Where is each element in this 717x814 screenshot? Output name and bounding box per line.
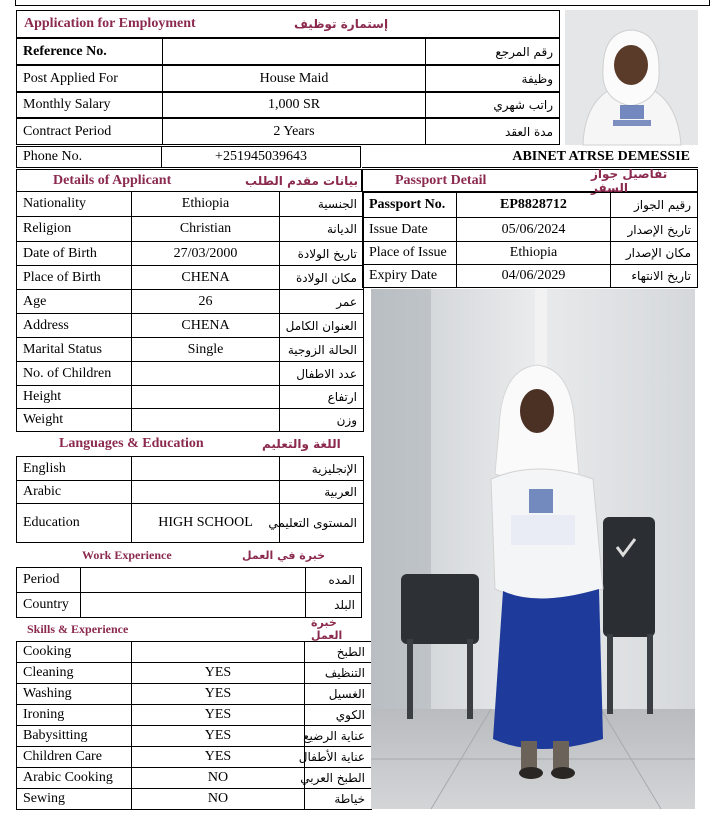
languages-header bbox=[16, 431, 362, 456]
full-body-photo bbox=[371, 289, 695, 809]
details-row-label: No. of Children bbox=[16, 361, 132, 386]
details-row-label: Religion bbox=[16, 216, 132, 242]
languages-row-value: HIGH SCHOOL bbox=[131, 503, 280, 543]
languages-row-label-ar: المستوى التعليمي bbox=[279, 503, 364, 543]
passport-row-label: Passport No. bbox=[362, 192, 457, 218]
details-title-ar: بيانات مقدم الطلب bbox=[245, 173, 359, 188]
skills-title: Skills & Experience bbox=[27, 621, 129, 636]
passport-row-label-ar: تاريخ الانتهاء bbox=[610, 264, 698, 288]
passport-row-label-ar: رقيم الجواز bbox=[610, 192, 698, 218]
skills-row-label-ar: عناية الرضيع bbox=[304, 725, 372, 747]
languages-row-label: Education bbox=[16, 503, 132, 543]
skills-row-label: Babysitting bbox=[16, 725, 132, 747]
details-row-label-ar: وزن bbox=[279, 408, 364, 432]
languages-title: Languages & Education bbox=[59, 435, 204, 451]
details-row-value: Single bbox=[131, 337, 280, 362]
passport-row-label: Expiry Date bbox=[362, 264, 457, 288]
details-row-label: Place of Birth bbox=[16, 265, 132, 290]
headshot-photo bbox=[565, 10, 698, 145]
row-value bbox=[162, 38, 426, 65]
skills-row-label-ar: عناية الأطفال bbox=[304, 746, 372, 768]
languages-row-label-ar: الإنجليزية bbox=[279, 456, 364, 481]
row-label-ar: راتب شهري bbox=[425, 92, 560, 118]
row-label: Contract Period bbox=[16, 118, 163, 145]
skills-row-value: YES bbox=[131, 683, 305, 705]
applicant-name: ABINET ATRSE DEMESSIE bbox=[362, 146, 698, 168]
details-row-label-ar: ارتفاع bbox=[279, 385, 364, 409]
details-row-value bbox=[131, 385, 280, 409]
details-row-label-ar: عدد الاطفال bbox=[279, 361, 364, 386]
form-title-ar: إستمارة توظيف bbox=[294, 17, 389, 31]
details-row-value: CHENA bbox=[131, 265, 280, 290]
details-row-label-ar: مكان الولادة bbox=[279, 265, 364, 290]
phone-label: Phone No. bbox=[16, 146, 162, 168]
skills-title-ar: خبرة العمل bbox=[311, 616, 343, 642]
skills-row-label: Children Care bbox=[16, 746, 132, 768]
details-row-value: Ethiopia bbox=[131, 191, 280, 217]
row-label-ar: مدة العقد bbox=[425, 118, 560, 145]
skills-row-value bbox=[131, 641, 305, 663]
details-row-label: Address bbox=[16, 313, 132, 338]
skills-row-label: Sewing bbox=[16, 788, 132, 810]
languages-row-label: English bbox=[16, 456, 132, 481]
details-row-label: Age bbox=[16, 289, 132, 314]
row-label-ar: رقم المرجع bbox=[425, 38, 560, 65]
languages-row-value bbox=[131, 456, 280, 481]
passport-header bbox=[362, 166, 698, 195]
skills-row-label-ar: خياطة bbox=[304, 788, 372, 810]
details-row-label: Date of Birth bbox=[16, 241, 132, 266]
skills-row-value: NO bbox=[131, 788, 305, 810]
languages-row-label-ar: العربية bbox=[279, 480, 364, 504]
passport-row-value: EP8828712 bbox=[456, 192, 611, 218]
work-row-value bbox=[80, 592, 306, 618]
form-header bbox=[16, 10, 560, 38]
skills-row-label: Arabic Cooking bbox=[16, 767, 132, 789]
skills-row-label-ar: الكوي bbox=[304, 704, 372, 726]
details-row-label-ar: عمر bbox=[279, 289, 364, 314]
skills-row-label-ar: الطبخ العربي bbox=[304, 767, 372, 789]
work-row-label-ar: البلد bbox=[305, 592, 362, 618]
work-row-label: Country bbox=[16, 592, 81, 618]
details-header bbox=[16, 169, 362, 192]
form-title: Application for Employment bbox=[24, 16, 196, 31]
skills-row-label-ar: الطبخ bbox=[304, 641, 372, 663]
skills-row-label: Cleaning bbox=[16, 662, 132, 684]
details-row-value: CHENA bbox=[131, 313, 280, 338]
row-label-ar: وظيفة bbox=[425, 65, 560, 92]
details-row-label-ar: الديانة bbox=[279, 216, 364, 242]
row-value: House Maid bbox=[162, 65, 426, 92]
phone-value: +251945039643 bbox=[161, 146, 361, 168]
skills-header bbox=[16, 618, 362, 640]
skills-row-label: Cooking bbox=[16, 641, 132, 663]
languages-row-label: Arabic bbox=[16, 480, 132, 504]
passport-row-label-ar: مكان الإصدار bbox=[610, 241, 698, 265]
skills-row-label-ar: التنظيف bbox=[304, 662, 372, 684]
passport-row-label: Place of Issue bbox=[362, 241, 457, 265]
work-title-ar: خبرة في العمل bbox=[242, 548, 326, 562]
work-title: Work Experience bbox=[82, 547, 172, 562]
skills-row-label: Washing bbox=[16, 683, 132, 705]
passport-row-label-ar: تاريخ الإصدار bbox=[610, 217, 698, 242]
work-row-label-ar: المده bbox=[305, 567, 362, 593]
work-header bbox=[16, 543, 362, 567]
passport-title-ar: تفاصيل جواز السفر bbox=[591, 166, 668, 195]
details-row-label: Marital Status bbox=[16, 337, 132, 362]
passport-row-label: Issue Date bbox=[362, 217, 457, 242]
details-title: Details of Applicant bbox=[53, 172, 172, 188]
skills-row-value: NO bbox=[131, 767, 305, 789]
details-row-label: Weight bbox=[16, 408, 132, 432]
row-label: Post Applied For bbox=[16, 65, 163, 92]
work-row-label: Period bbox=[16, 567, 81, 593]
details-row-value bbox=[131, 408, 280, 432]
details-row-label: Height bbox=[16, 385, 132, 409]
work-row-value bbox=[80, 567, 306, 593]
languages-title-ar: اللغة والتعليم bbox=[262, 436, 341, 451]
languages-row-value bbox=[131, 480, 280, 504]
skills-row-label: Ironing bbox=[16, 704, 132, 726]
details-row-label: Nationality bbox=[16, 191, 132, 217]
row-value: 2 Years bbox=[162, 118, 426, 145]
passport-row-value: Ethiopia bbox=[456, 241, 611, 265]
row-label: Monthly Salary bbox=[16, 92, 163, 118]
details-row-value: Christian bbox=[131, 216, 280, 242]
details-row-label-ar: تاريخ الولادة bbox=[279, 241, 364, 266]
passport-row-value: 05/06/2024 bbox=[456, 217, 611, 242]
details-row-value: 26 bbox=[131, 289, 280, 314]
top-border bbox=[15, 0, 710, 6]
skills-row-value: YES bbox=[131, 704, 305, 726]
details-row-value bbox=[131, 361, 280, 386]
details-row-label-ar: العنوان الكامل bbox=[279, 313, 364, 338]
skills-row-value: YES bbox=[131, 725, 305, 747]
details-row-label-ar: الحالة الزوجية bbox=[279, 337, 364, 362]
row-value: 1,000 SR bbox=[162, 92, 426, 118]
row-label: Reference No. bbox=[16, 38, 163, 65]
passport-title: Passport Detail bbox=[395, 172, 487, 188]
skills-row-label-ar: الغسيل bbox=[304, 683, 372, 705]
skills-row-value: YES bbox=[131, 746, 305, 768]
skills-row-value: YES bbox=[131, 662, 305, 684]
details-row-value: 27/03/2000 bbox=[131, 241, 280, 266]
passport-row-value: 04/06/2029 bbox=[456, 264, 611, 288]
details-row-label-ar: الجنسية bbox=[279, 191, 364, 217]
